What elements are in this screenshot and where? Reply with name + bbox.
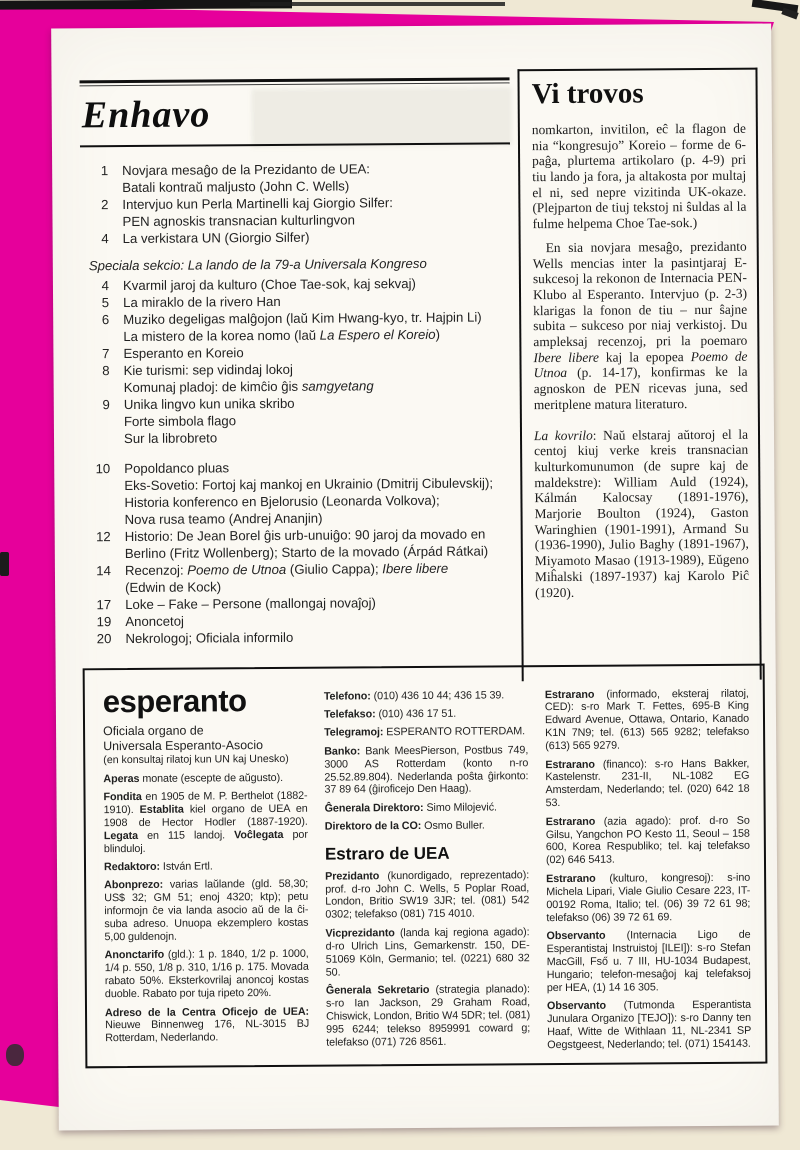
- toc-page-number: 5: [101, 295, 110, 311]
- scan-artifact-left-edge: [0, 552, 9, 576]
- masthead-contact-list: [324, 689, 529, 834]
- contents-title: Enhavo: [81, 93, 211, 137]
- masthead-contact-item: Direktoro de la CO: Osmo Buller.: [324, 819, 485, 833]
- toc-page-number: 1: [100, 163, 109, 179]
- toc-entry-text: Popoldanco pluas Eks-Sovetio: Fortoj kaj mankoj en Ukrainio (Dmitrij Cibulevskij); Historia konferenco en Bjelorusio (Leonarda Volkova); Nova rusa teamo (Andrej Ananjin): [124, 460, 494, 527]
- masthead-subtitle-line: Oficiala organo de: [103, 723, 204, 739]
- toc-item: [83, 559, 513, 596]
- toc-page-number: 2: [100, 197, 109, 213]
- contents-list: [80, 159, 513, 647]
- toc-entry-text: Unika lingvo kun unika skribo Forte simbola flago Sur la librobreto: [123, 395, 295, 446]
- masthead-info-item: Redaktoro: István Ertl.: [103, 860, 213, 874]
- toc-entry-text: Historio: De Jean Borel ĝis urb-unuiĝo: 90 jaroj da movado en Berlino (Fritz Wollenberg); Starto de la movado (Árpád Rátkai): [124, 526, 489, 561]
- masthead-info-item: Anonctarifo (gld.): 1 p. 1840, 1/2 p. 1000, 1/4 p. 550, 1/8 p. 310, 1/16 p. 175. Movada rabato 50%. Eksterkovrilaj anoncoj kostas duoble. Rabato por tuja ripeto 20%.: [104, 948, 309, 1001]
- toc-page-number: 7: [102, 346, 110, 362]
- vi-trovos-title: Vi trovos: [531, 77, 644, 111]
- toc-entry-text: La verkistara UN (Giorgio Silfer): [122, 229, 310, 246]
- toc-page-number: 4: [101, 278, 110, 294]
- masthead-info-item: Abonprezo: varias laŭlande (gld. 58,30; US$ 32; GM 51; enoj 4320; ktp); petu informojn ĉe via landa asocio aŭ de la ĉi-suba adreso. Unuopa ekzemplero kostas 5,00 guldenojn.: [104, 878, 309, 944]
- masthead-subtitle-line: (en konsultaj rilatoj kun UN kaj Unesko): [103, 752, 289, 767]
- masthead-middle-column: [324, 683, 531, 1054]
- estraro-member-item: Prezidanto (kunordigado, reprezentado): prof. d-ro John C. Wells, 5 Poplar Road, London, Britio SW19 3JR; tel. (081) 542 0302; telefakso (081) 715 4010.: [325, 868, 530, 922]
- toc-page-number: 8: [102, 363, 110, 379]
- toc-entry-text: Loke – Fake – Persone (mallongaj novaĵoj): [125, 595, 376, 612]
- magazine-page: [51, 24, 779, 1131]
- toc-page-number: 4: [101, 231, 109, 247]
- vi-trovos-paragraph: En sia novjara mesaĝo, prezidanto Wells mencias inter la pasintjaraj E-sukcesoj la rekonon de Internacia PEN-Klubo al Esperanto. Intervjuo (p. 2-3) klarigas la fonon de tiu – nur ŝajne subita – sukceso por niaj verkistoj. Du ampleksaj recenzoj, pri la poemaro Ibere libere kaj la epopea Poemo de Utnoa (p. 14-17), konfirmas ke la agnoskon de PEN ricevas juna, sed meritplene matura literaturo.: [532, 238, 748, 413]
- estrarano-item: Observanto (Tutmonda Esperantista Junulara Organizo [TEJO]): s-ro Danny ten Haaf, Witte de Withlaan 11, NL-2341 SP Oegstgeest, Nederlando; tel. (071) 154143.: [546, 998, 752, 1051]
- toc-item: [82, 457, 512, 528]
- toc-page-number: 14: [96, 563, 111, 579]
- toc-page-number: 6: [101, 312, 110, 328]
- toc-page-number: 20: [96, 631, 112, 647]
- masthead-subtitle-line: Universala Esperanto-Asocio: [103, 738, 263, 754]
- masthead-info-item: Aperas monate (escepte de aŭgusto).: [103, 771, 284, 785]
- toc-item: [80, 159, 510, 196]
- estrarano-item: Observanto (Internacia Ligo de Esperantistaj Instruistoj [ILEI]): s-ro Stefan MacGill, Fső u. 7 III, HU-1034 Budapest, Hungario; telefon-mesaĝoj kaj telefaksoj per HEA, (1) 14 16 305.: [546, 928, 751, 994]
- estraro-list: [325, 869, 530, 1049]
- toc-item: [81, 227, 511, 247]
- toc-page-number: 17: [96, 597, 112, 613]
- toc-page-number: 12: [95, 529, 111, 545]
- masthead-subtitle: [103, 723, 307, 767]
- masthead-info-item: Adreso de la Centra Oficejo de UEA: Nieuwe Binnenweg 176, NL-3015 BJ Rotterdam, Nederlando.: [104, 1005, 310, 1045]
- contents-column: [80, 77, 514, 647]
- toc-item: [82, 393, 512, 447]
- toc-page-number: 9: [102, 397, 110, 413]
- scan-artifact-top-strip: [0, 0, 292, 10]
- toc-entry-text: Kie turismi: sep vidindaj lokoj Komunaj pladoj: de kimĉio ĝis samgyetang: [123, 361, 374, 395]
- estraro-heading: Estraro de UEA: [324, 843, 450, 864]
- toc-item: [81, 308, 511, 345]
- masthead-right-column: [545, 682, 752, 1053]
- toc-item: [83, 627, 513, 647]
- toc-item: [81, 359, 511, 396]
- masthead-contact-item: Telefakso: (010) 436 17 51.: [323, 707, 457, 721]
- masthead-info-item: Fondita en 1905 de M. P. Berthelot (1882-1910). Establita kiel organo de UEA en 1908 de Hector Hodler (1887-1920). Legata en 115 landoj. Voĉlegata por blinduloj.: [103, 789, 308, 855]
- vi-trovos-column: [517, 68, 761, 682]
- masthead-info-list: [103, 771, 309, 1045]
- toc-entry-text: Muziko degeligas malĝojon (laŭ Kim Hwang-kyo, tr. Hajpin Li) La mistero de la korea nomo (laŭ La Espero el Koreio): [123, 309, 482, 344]
- scan-artifact-left-blob: [6, 1044, 24, 1066]
- toc-entry-text: Esperanto en Koreio: [123, 345, 244, 361]
- toc-entry-text: Anoncetoj: [125, 613, 185, 629]
- toc-item: [80, 193, 510, 230]
- vi-trovos-paragraph: La kovrilo: Naŭ elstaraj aŭtoroj el la centoj kiuj verke kreis transnacian kulturkomunumon (de supre kaj de maldekstre): William Auld (1924), Kálmán Kalocsay (1891-1976), Marjorie Boulton (1924), Gaston Waringhien (1901-1991), Armand Su (1936-1990), Julio Baghy (1891-1967), Miyamoto Masao (1913-1989), Eŭgeno Miĥalski (1897-1937) kaj Karolo Piĉ (1920).: [533, 426, 750, 600]
- scan-artifact-top-strip-thin: [250, 2, 505, 6]
- estrarano-item: Estrarano (financo): s-ro Hans Bakker, Kastelenstr. 231-II, NL-1082 EG Amsterdam, Nederlando; tel. (020) 642 18 53.: [545, 757, 750, 810]
- estrarano-list: [545, 687, 752, 1051]
- toc-entry-text: Novjara mesaĝo de la Prezidanto de UEA: Batali kontraŭ maljusto (John C. Wells): [122, 161, 370, 195]
- toc-section-header: Speciala sekcio: La lando de la 79-a Universala Kongreso: [88, 255, 427, 274]
- vi-trovos-paragraphs: [532, 121, 749, 601]
- masthead-contact-item: Banko: Bank MeesPierson, Postbus 749, 3000 AS Rotterdam (konto n-ro 25.52.89.804). Nederlanda poŝta ĝirkonto: 37 89 64 (ĝiroficejo Den Haag).: [324, 743, 529, 797]
- magazine-logo: esperanto: [102, 683, 247, 720]
- toc-entry-text: Nekrologoj; Oficiala informilo: [125, 629, 294, 646]
- estrarano-item: Estrarano (kulturo, kongresoj): s-ino Michela Lipari, Viale Giulio Cesare 223, IT-00192 Roma, Italio; tel. (06) 39 72 61 98; telefakso (06) 39 72 61 69.: [546, 871, 751, 924]
- estraro-member-item: Vicprezidanto (landa kaj regiona agado): d-ro Ulrich Lins, Gemarkenstr. 150, DE-51069 Köln, Germanio; tel. (0221) 680 32 50.: [325, 925, 530, 979]
- masthead-left-column: [103, 685, 310, 1056]
- toc-entry-text: La miraklo de la rivero Han: [123, 293, 281, 310]
- masthead-contact-item: Telefono: (010) 436 10 44; 436 15 39.: [323, 688, 505, 703]
- toc-page-number: 10: [95, 461, 111, 477]
- masthead-contact-item: Ĝenerala Direktoro: Simo Milojević.: [324, 801, 497, 815]
- vi-trovos-paragraph: nomkarton, invitilon, eĉ la flagon de nia “kongresujo” Koreio – forme de 6-paĝa, plurtema artikolaro (p. 4-9) pri tiu lando ja fora, ja altakosta por multaj el ni, sed nepre vizitinda UK-okaze. (Plejparton de tiuj tekstoj ni ŝuldas al la fulme helpema Choe Tae-sok.): [531, 120, 747, 232]
- toc-item: [83, 525, 513, 562]
- masthead-contact-item: Telegramoj: ESPERANTO ROTTERDAM.: [324, 725, 526, 739]
- toc-entry-text: Recenzoj: Poemo de Utnoa (Giulio Cappa); Ibere libere (Edwin de Kock): [124, 560, 449, 595]
- estrarano-item: Estrarano (azia agado): prof. d-ro So Gilsu, Yangchon PO Kesto 11, Seoul – 158 600, Korea Respubliko; tel. kaj telefakso (02) 646 5413.: [545, 814, 750, 867]
- contents-title-rule: [80, 142, 510, 147]
- contents-top-rule: [80, 77, 510, 86]
- toc-page-number: 19: [96, 614, 112, 630]
- masthead-box: [83, 664, 768, 1069]
- toc-entry-text: Intervjuo kun Perla Martinelli kaj Giorgio Silfer: PEN agnoskis transnacian kulturlingvon: [122, 195, 393, 229]
- toc-entry-text: Kvarmil jaroj da kulturo (Choe Tae-sok, kaj sekvaj): [122, 275, 416, 293]
- estraro-member-item: Ĝenerala Sekretario (strategia planado): s-ro Ian Jackson, 29 Graham Road, Chiswick, London, Britio W4 5DR; tel. (081) 995 6244; telekso 8959991 coward g; telefakso (071) 726 8561.: [325, 983, 531, 1049]
- estrarano-item: Estrarano (informado, eksteraj rilatoj, CED): s-ro Mark T. Fettes, 695-B King Edward Avenue, Ottawa, Ontario, Kanado K1N 7N9; tel. (613) 565 9282; telefakso (613) 565 9279.: [544, 687, 750, 753]
